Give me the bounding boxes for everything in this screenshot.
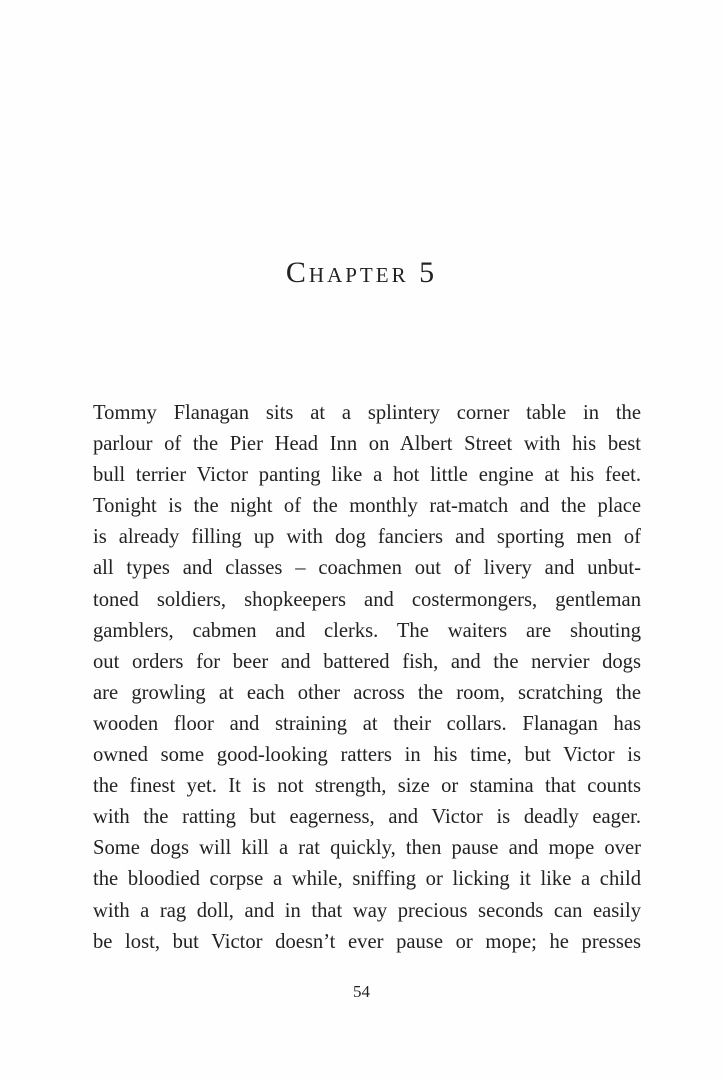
chapter-title: Chapter 5 — [285, 256, 438, 290]
text-line: Tonight is the night of the monthly rat-match and the place — [93, 495, 641, 518]
text-line: the finest yet. It is not strength, size or stamina that counts — [93, 775, 641, 798]
text-line: parlour of the Pier Head Inn on Albert Street with his best — [93, 433, 641, 456]
text-line: all types and classes – coachmen out of livery and unbut- — [93, 557, 641, 580]
text-line: bull terrier Victor panting like a hot little engine at his feet. — [93, 464, 641, 487]
text-line: wooden floor and straining at their collars. Flanagan has — [93, 712, 641, 735]
text-line: toned soldiers, shopkeepers and costermongers, gentleman — [93, 588, 641, 611]
text-line: Some dogs will kill a rat quickly, then pause and mope over — [93, 837, 641, 860]
page-number: 54 — [353, 982, 370, 1001]
text-line: with a rag doll, and in that way precious seconds can easily — [93, 899, 641, 922]
text-line: is already filling up with dog fanciers and sporting men of — [93, 526, 641, 549]
text-line: be lost, but Victor doesn’t ever pause or mope; he presses — [93, 930, 641, 953]
body-text — [93, 398, 641, 958]
text-line: with the ratting but eagerness, and Victor is deadly eager. — [93, 806, 641, 829]
text-line: owned some good-looking ratters in his time, but Victor is — [93, 744, 641, 767]
text-line: out orders for beer and battered fish, and the nervier dogs — [93, 650, 641, 673]
text-line: Tommy Flanagan sits at a splintery corner table in the — [93, 402, 641, 424]
text-line: gamblers, cabmen and clerks. The waiters are shouting — [93, 619, 641, 642]
text-line: the bloodied corpse a while, sniffing or licking it like a child — [93, 868, 641, 891]
text-line: are growling at each other across the room, scratching the — [93, 681, 641, 704]
